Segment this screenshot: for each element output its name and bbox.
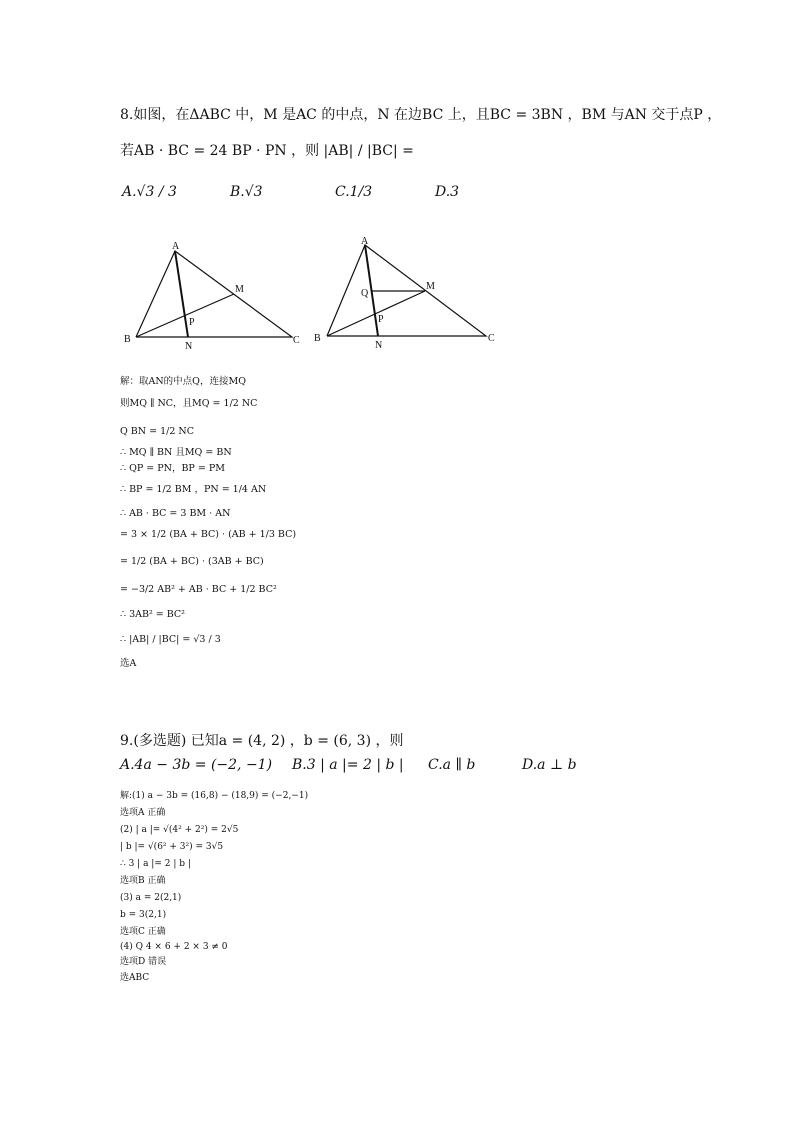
q9-solution-line: (3) a = 2(2,1) (120, 893, 182, 903)
q8-option-b: B.√3 (230, 184, 263, 200)
q9-solution-line: 选项C 正确 (120, 927, 166, 937)
q9-solution-line: 选项A 正确 (120, 808, 166, 818)
segment-bm-2 (327, 291, 425, 336)
q8-solution-answer: 选A (120, 658, 137, 669)
q8-option-c: C.1/3 (335, 184, 373, 200)
label-c-2: C (488, 333, 495, 344)
triangle-figure-left (120, 235, 310, 355)
label-p: P (189, 317, 195, 328)
label-q-2: Q (361, 288, 369, 299)
q9-option-a: A.4a − 3b = (−2, −1) (120, 757, 273, 773)
triangle-figure-right (310, 232, 500, 352)
label-a-2: A (361, 236, 369, 247)
label-c: C (293, 335, 300, 346)
q8-solution-line: ∴ QP = PN，BP = PM (120, 463, 225, 474)
label-p-2: P (378, 314, 384, 325)
q9-solution-line: | b |= √(6² + 3²) = 3√5 (120, 842, 224, 852)
q8-option-d: D.3 (435, 184, 460, 200)
label-b-2: B (314, 333, 321, 344)
q8-line2: 若AB · BC = 24 BP · PN ，则 |AB| / |BC| = (120, 143, 414, 159)
label-b: B (124, 334, 131, 345)
q8-solution-line: = −3/2 AB² + AB · BC + 1/2 BC² (120, 584, 277, 595)
q9-solution-line: (4) Q 4 × 6 + 2 × 3 ≠ 0 (120, 942, 228, 952)
label-n-2: N (375, 340, 383, 351)
q9-solution-line: b = 3(2,1) (120, 910, 167, 920)
q8-solution-line: = 3 × 1/2 (BA + BC) · (AB + 1/3 BC) (120, 529, 297, 540)
q9-option-b: B.3 | a |= 2 | b | (292, 757, 404, 773)
q9-solution-answer: 选ABC (120, 973, 150, 983)
q9-option-d: D.a ⊥ b (522, 757, 577, 773)
q8-solution-line: 则MQ ∥ NC，且MQ = 1/2 NC (120, 398, 258, 409)
q9-line1: 9.(多选题) 已知a = (4, 2) ，b = (6, 3) ，则 (120, 733, 404, 749)
q8-solution-line: ∴ AB · BC = 3 BM · AN (120, 508, 231, 519)
q9-solution-line: 选项D 错误 (120, 957, 167, 967)
q8-option-a: A.√3 / 3 (122, 184, 177, 200)
q9-solution-line: 解:(1) a − 3b = (16,8) − (18,9) = (−2,−1) (120, 791, 309, 801)
triangle-abc (136, 251, 292, 337)
q8-solution-line: 解：取AN的中点Q，连接MQ (120, 376, 246, 387)
q9-solution-line: (2) | a |= √(4² + 2²) = 2√5 (120, 825, 239, 835)
q8-solution-line: = 1/2 (BA + BC) · (3AB + BC) (120, 556, 264, 567)
segment-an (175, 251, 188, 337)
q9-option-c: C.a ∥ b (428, 757, 476, 773)
q8-line1: 8.如图，在ΔABC 中，M 是AC 的中点，N 在边BC 上，且BC = 3BN ，BM 与AN 交于点P ， (120, 107, 722, 123)
label-a: A (172, 241, 180, 252)
q8-solution-line: ∴ |AB| / |BC| = √3 / 3 (120, 634, 221, 645)
q8-solution-line: ∴ 3AB² = BC² (120, 609, 185, 620)
q8-solution-line: Q BN = 1/2 NC (120, 426, 194, 437)
label-m: M (235, 284, 244, 295)
q8-solution-line: ∴ MQ ∥ BN 且MQ = BN (120, 447, 232, 458)
label-n: N (185, 341, 193, 352)
label-m-2: M (426, 281, 435, 292)
q9-solution-line: ∴ 3 | a |= 2 | b | (120, 859, 191, 869)
q9-solution-line: 选项B 正确 (120, 876, 166, 886)
q8-solution-line: ∴ BP = 1/2 BM ，PN = 1/4 AN (120, 484, 267, 495)
